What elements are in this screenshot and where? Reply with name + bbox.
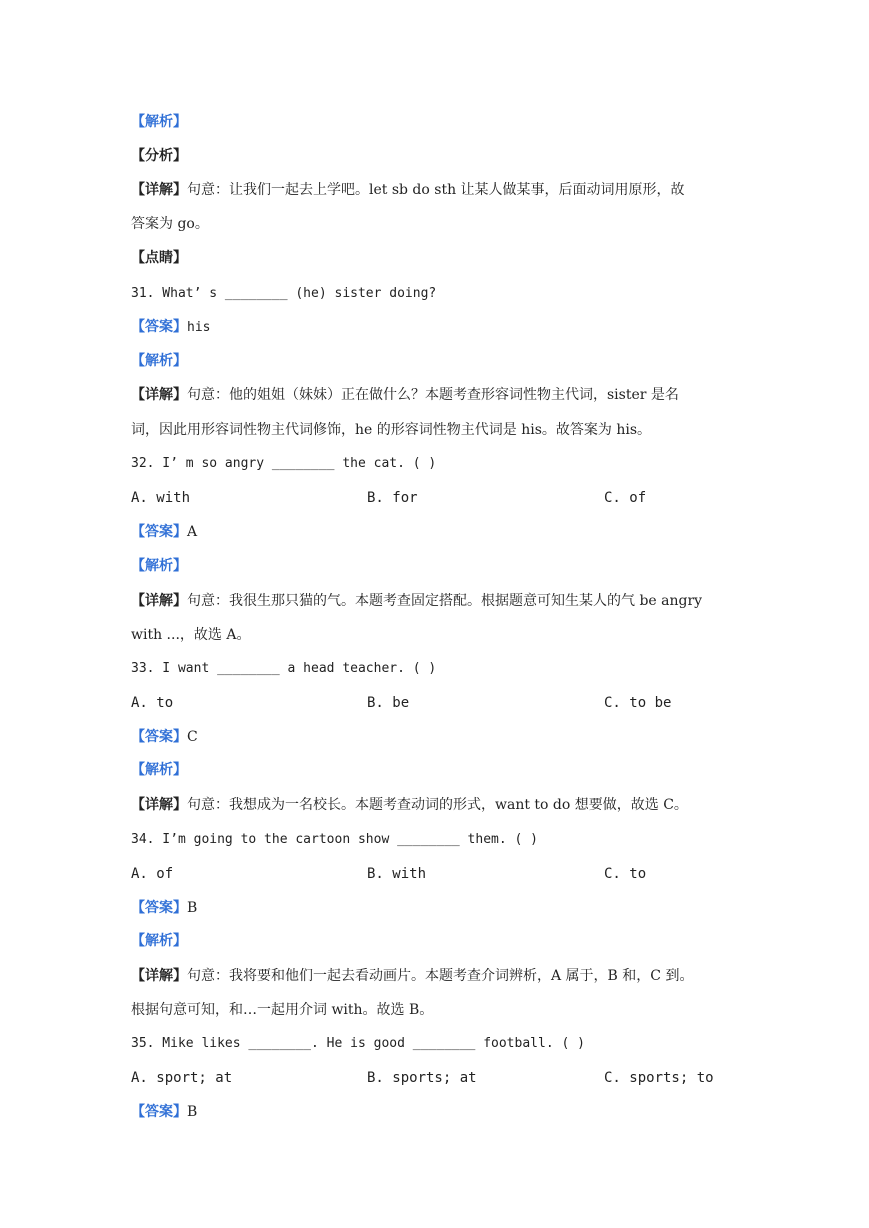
question-35: 35. Mike likes ________. He is good ________ football. ( ): [131, 1036, 585, 1051]
option-35-c: C. sports; to: [604, 1070, 714, 1086]
detail-31-line1: 【详解】句意：他的姐姐（妹妹）正在做什么？本题考查形容词性物主代词，sister 是名: [131, 387, 679, 403]
analysis-heading: 【解析】: [131, 114, 187, 130]
option-32-c: C. of: [604, 490, 647, 506]
analysis-33: 【解析】: [131, 762, 187, 778]
question-33: 33. I want ________ a head teacher. ( ): [131, 661, 437, 676]
detail-30-line2: 答案为 go。: [131, 216, 209, 232]
analysis-31: 【解析】: [131, 353, 187, 369]
option-34-a: A. of: [131, 866, 174, 882]
question-31: 31. What’ s ________ (he) sister doing?: [131, 286, 437, 301]
option-33-c: C. to be: [604, 695, 672, 711]
detail-34-line2: 根据句意可知，和…一起用介词 with。故选 B。: [131, 1002, 434, 1018]
analysis-32: 【解析】: [131, 558, 187, 574]
analysis-sub-heading: 【分析】: [131, 148, 187, 164]
option-34-c: C. to: [604, 866, 647, 882]
answer-31: 【答案】his: [131, 319, 211, 335]
option-33-b: B. be: [367, 695, 410, 711]
option-35-b: B. sports; at: [367, 1070, 477, 1086]
detail-32-line2: with ...，故选 A。: [131, 627, 251, 643]
answer-34: 【答案】B: [131, 900, 198, 916]
detail-34-line1: 【详解】句意：我将要和他们一起去看动画片。本题考查介词辨析，A 属于，B 和，C 到。: [131, 968, 694, 984]
analysis-34: 【解析】: [131, 933, 187, 949]
detail-32-line1: 【详解】句意：我很生那只猫的气。本题考查固定搭配。根据题意可知生某人的气 be angry: [131, 593, 703, 609]
answer-35: 【答案】B: [131, 1104, 198, 1120]
answer-32: 【答案】A: [131, 524, 198, 540]
comment-heading: 【点睛】: [131, 250, 187, 266]
option-32-a: A. with: [131, 490, 191, 506]
detail-33-line1: 【详解】句意：我想成为一名校长。本题考查动词的形式，want to do 想要做，故选 C。: [131, 797, 688, 813]
question-32: 32. I’ m so angry ________ the cat. ( ): [131, 456, 437, 471]
question-34: 34. I’m going to the cartoon show ________ them. ( ): [131, 832, 538, 847]
detail-30-line1: 【详解】句意：让我们一起去上学吧。let sb do sth 让某人做某事，后面动词用原形，故: [131, 182, 685, 198]
detail-31-line2: 词，因此用形容词性物主代词修饰，he 的形容词性物主代词是 his。故答案为 his。: [131, 422, 652, 438]
answer-33: 【答案】C: [131, 729, 198, 745]
option-32-b: B. for: [367, 490, 418, 506]
option-33-a: A. to: [131, 695, 174, 711]
option-35-a: A. sport; at: [131, 1070, 233, 1086]
option-34-b: B. with: [367, 866, 427, 882]
